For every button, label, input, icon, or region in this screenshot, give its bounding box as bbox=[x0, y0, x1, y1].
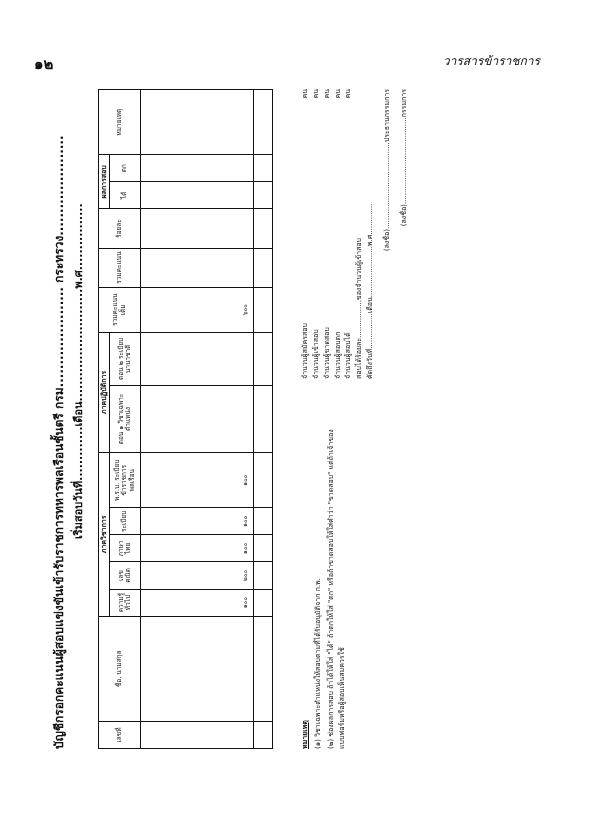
form-subtitle: เริ่มสอบวันที่.............เดือน...........................พ.ศ................ bbox=[72, 202, 85, 539]
signature-chair: (ลงชื่อ).......................................ประธานกรรมการ bbox=[382, 88, 391, 251]
note-item: (๒) ช่องผลการสอบ ถ้าได้ให้ใส่ "ได้" ถ้าตกให้ใส่ "ตก" หรือถ้าขาดสอบให้ใส่คำว่า "ขาดสอบ" แต่ถ้าเจ้าของแบบฟอร์มหรือผู้สอบเห็นสมควรใช้ bbox=[326, 428, 346, 749]
col-name: ชื่อ, นามสกุล bbox=[99, 616, 141, 721]
cell-name bbox=[141, 616, 254, 721]
cell-no bbox=[141, 721, 254, 748]
col-c6: ตอน ๑ วิชาเฉพาะตำแหน่ง bbox=[110, 385, 141, 452]
page-number: ๑๒ bbox=[34, 55, 54, 73]
full-score-c6 bbox=[141, 385, 254, 452]
cell-fail bbox=[141, 154, 254, 181]
cell-total-score bbox=[141, 248, 254, 287]
cell-pass bbox=[141, 181, 254, 208]
cell-remark bbox=[141, 89, 254, 154]
col-no: เลขที่ bbox=[99, 721, 141, 748]
group-result: ผลการสอบ bbox=[99, 154, 110, 208]
full-score-c3: ๑๐๐ bbox=[141, 534, 254, 561]
summary-row: จำนวนผู้เข้าสอบ คน bbox=[311, 88, 320, 379]
col-c2: เลข คณิต bbox=[110, 561, 141, 588]
col-c4: ระเบียบ bbox=[110, 507, 141, 534]
summary-row: จำนวนผู้สอบได้ คน bbox=[344, 88, 353, 379]
form-title: บัญชีกรอกคะแนนผู้สอบแข่งขันเข้ารับราชการทหารพลเรือนชั้นตรี กรม...................... กระทรวง...................... bbox=[52, 134, 66, 749]
summary-block bbox=[300, 89, 410, 379]
full-score-total: ๖๐๐ bbox=[141, 287, 254, 332]
summary-row: จำนวนผู้สอบตก คน bbox=[333, 88, 342, 379]
col-c1: ความรู้ทั่วไป bbox=[110, 589, 141, 616]
col-remark: หมายเหตุ bbox=[99, 89, 141, 154]
notes-block bbox=[300, 419, 349, 749]
col-total-score: รวมคะแนน bbox=[99, 248, 141, 287]
date-line: คัดถึงวันที่................เดือน.......................พ.ศ.............. bbox=[366, 203, 375, 379]
percent-line: สอบได้ร้อยละ.................ของจำนวนผู้เข้าสอบ bbox=[355, 237, 364, 379]
rotated-form bbox=[50, 89, 550, 749]
col-percent: ร้อยละ bbox=[99, 208, 141, 247]
full-score-c4: ๑๐๐ bbox=[141, 507, 254, 534]
summary-row: จำนวนผู้ขาดสอบ คน bbox=[322, 88, 331, 379]
group-practical: ภาคปฏิบัติการ bbox=[99, 332, 110, 452]
cell-percent bbox=[141, 208, 254, 247]
group-general: ภาควิชาการ bbox=[99, 452, 110, 615]
col-c3: ภาษาไทย bbox=[110, 534, 141, 561]
col-fail: ตก bbox=[110, 154, 141, 181]
full-score-c1: ๑๐๐ bbox=[141, 589, 254, 616]
col-c5: พ.ร.บ. ระเบียบข้าราชการพลเรือน bbox=[110, 452, 141, 507]
notes-label: หมายเหตุ bbox=[301, 719, 309, 749]
summary-row: จำนวนผู้สมัครสอบ คน bbox=[301, 88, 309, 379]
full-score-c2: ๒๐๐ bbox=[141, 561, 254, 588]
signature-member: (ลงชื่อ).......................................กรรมการ bbox=[399, 88, 408, 226]
running-head: วารสารข้าราชการ bbox=[442, 54, 540, 68]
score-table bbox=[98, 89, 273, 749]
col-pass: ได้ bbox=[110, 181, 141, 208]
col-total: รวมคะแนนเต็ม bbox=[99, 287, 141, 332]
col-c7: ตอน ๒ ระเบียบนานาชาติ bbox=[110, 332, 141, 385]
full-score-c5: ๑๐๐ bbox=[141, 452, 254, 507]
full-score-c7 bbox=[141, 332, 254, 385]
note-item: (๑) วิชาเฉพาะตำแหน่งให้สอบตามที่ได้รับอนุมัติจาก ก.พ. bbox=[313, 577, 322, 749]
